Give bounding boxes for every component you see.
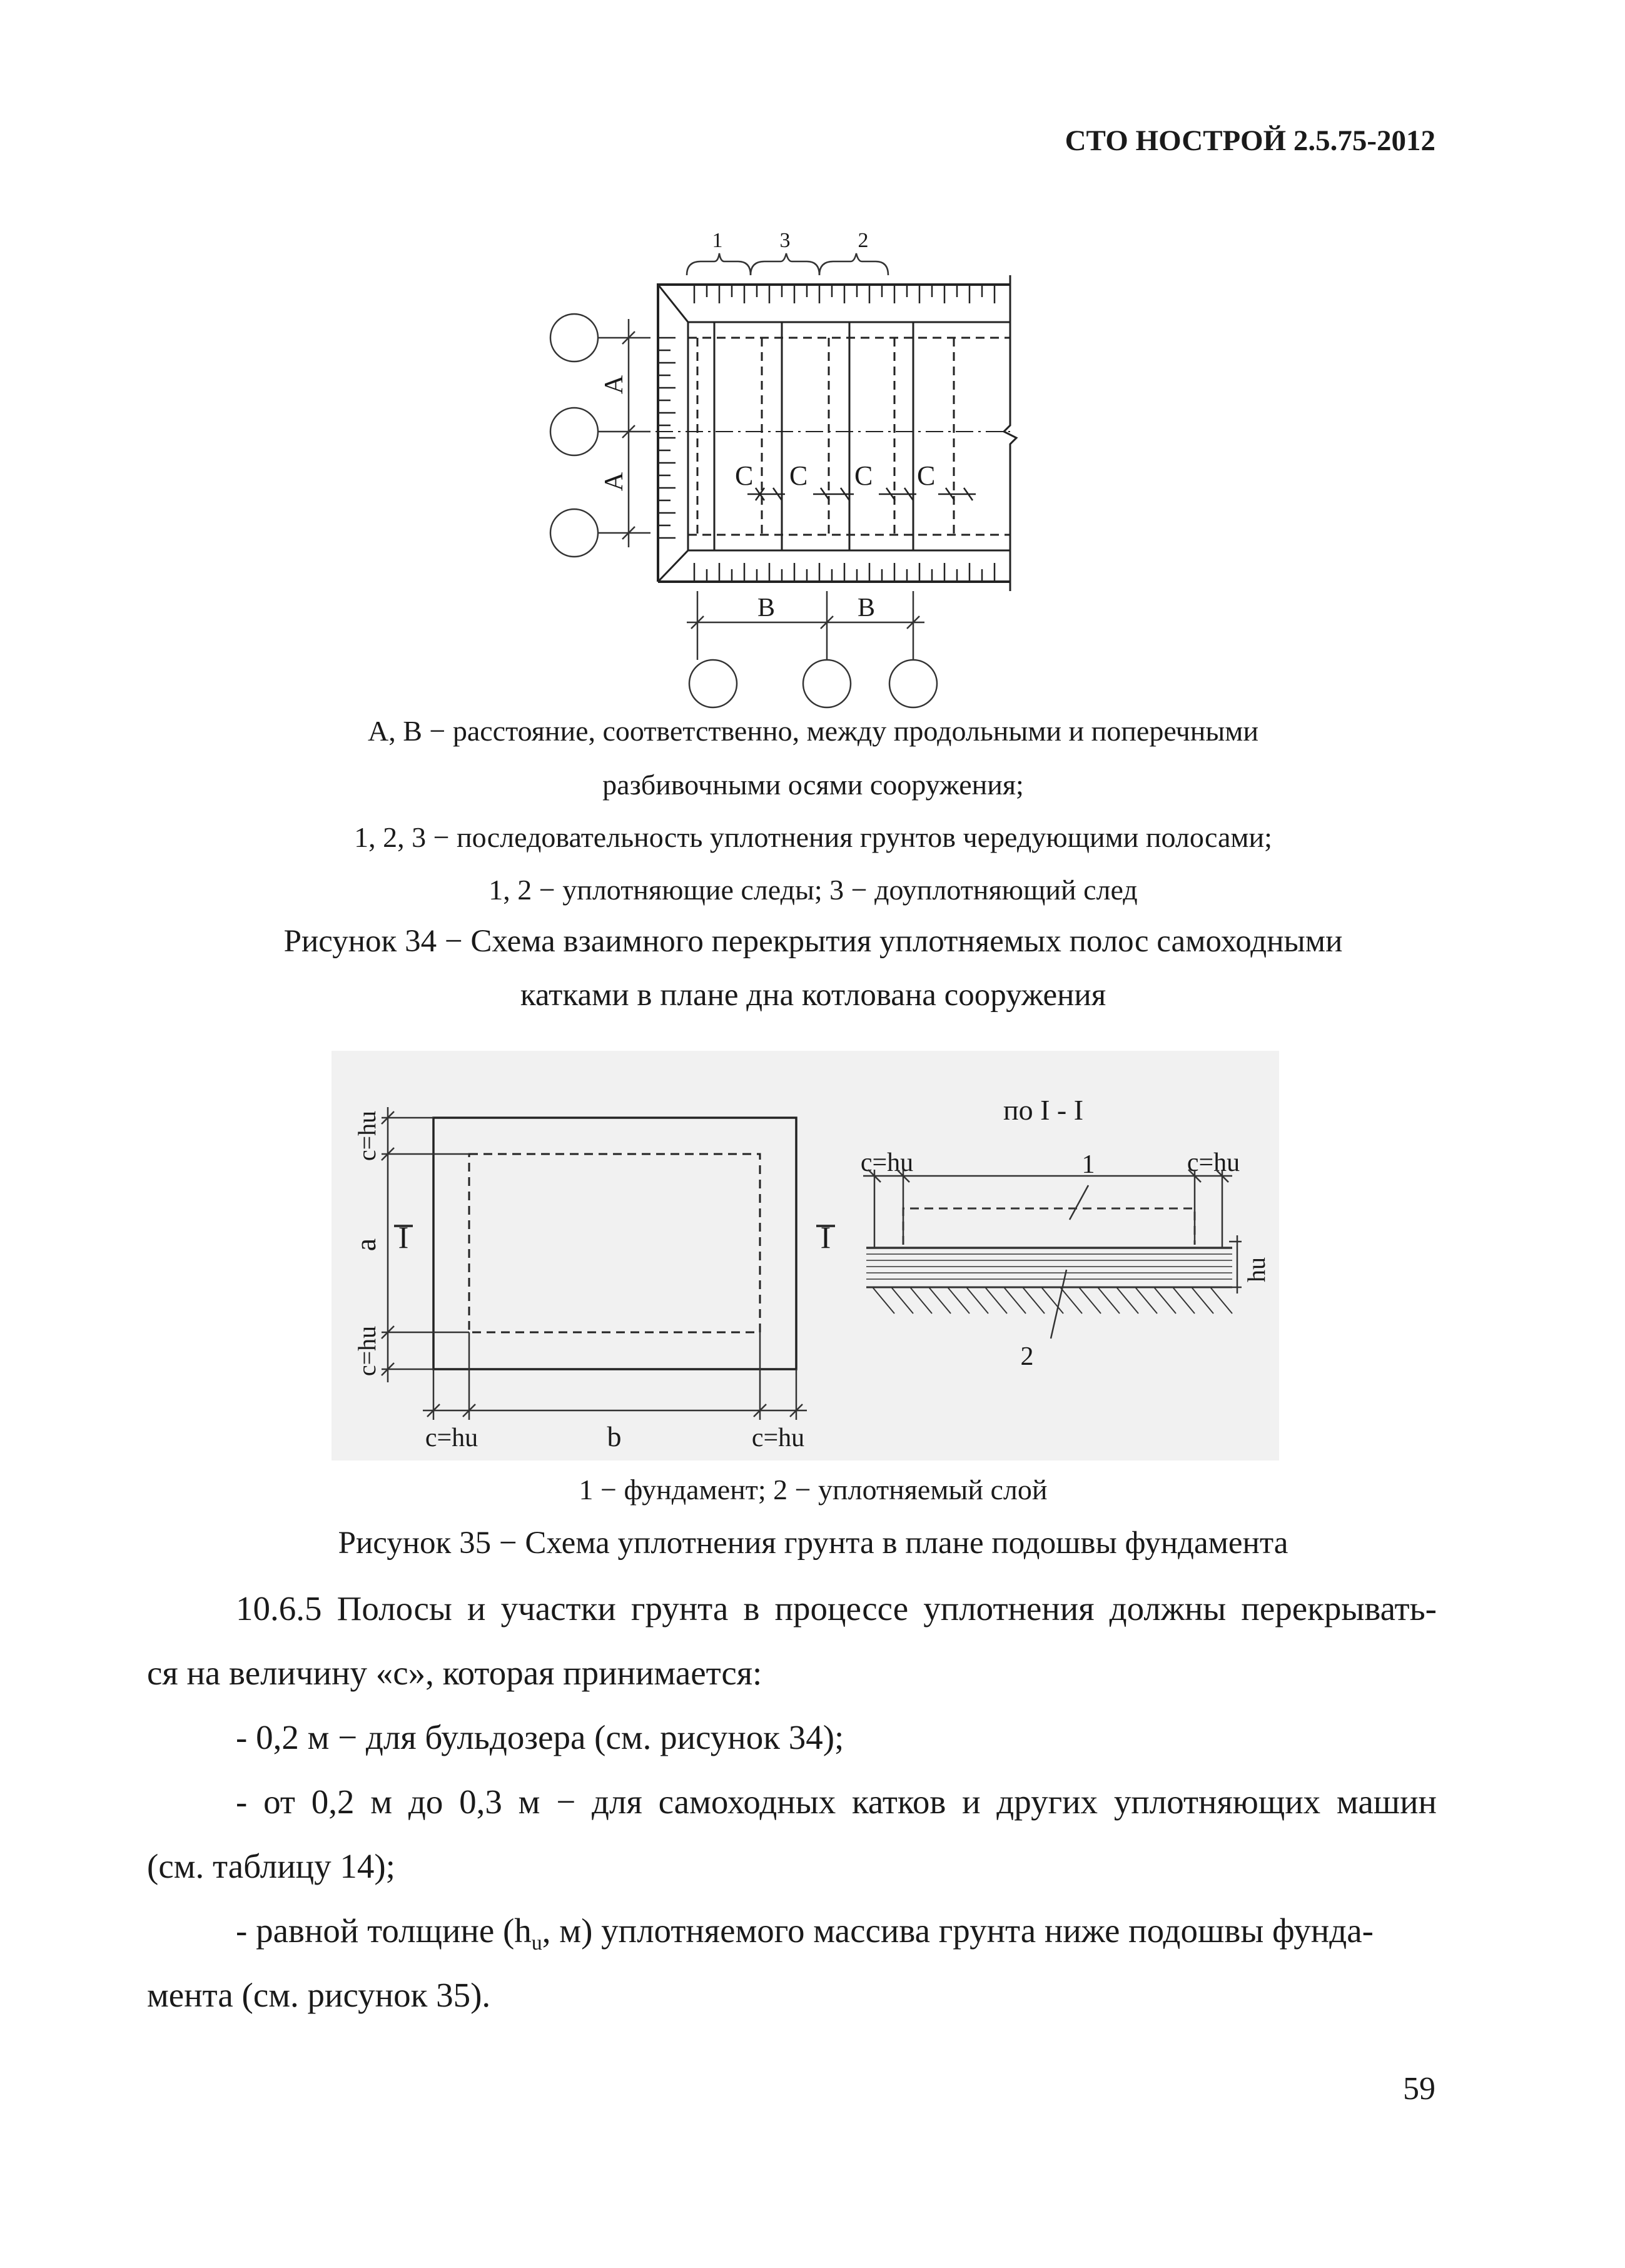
list-item-bulldozer: - 0,2 м − для бульдозера (см. рисунок 34); (236, 1718, 844, 1756)
paragraph-10-6-5-line-1: 10.6.5 Полосы и участки грунта в процессе уплотнения должны перекрывать- (236, 1589, 1437, 1628)
document-code-header: СТО НОСТРОЙ 2.5.75-2012 (1065, 124, 1435, 157)
section-mark-left: I (398, 1220, 409, 1255)
dim-c-hu-left-top: c=hu (353, 1110, 381, 1162)
figure-34-legend-line-4: 1, 2 − уплотняющие следы; 3 − доуплотняющий след (489, 874, 1138, 906)
dim-b-label: b (607, 1420, 622, 1452)
section-hu-label: hu (1242, 1257, 1270, 1282)
brace-strip-2 (819, 253, 888, 275)
figure-35-legend: 1 − фундамент; 2 − уплотняемый слой (579, 1474, 1048, 1506)
figure-34-legend-line-3: 1, 2, 3 − последовательность уплотнения грунтов чередующими полосами; (354, 821, 1272, 853)
overlap-label-c-2: С (789, 460, 808, 491)
thickness-text-post: , м) уплотняемого массива грунта ниже подошвы фунда- (542, 1911, 1374, 1950)
thickness-subscript: u (531, 1931, 542, 1955)
figure-35-diagram (332, 1051, 1279, 1461)
figure-34-legend-line-2: разбивочными осями сооружения; (602, 769, 1024, 801)
section-drawing (863, 1170, 1242, 1339)
overlap-label-c-3: С (854, 460, 873, 491)
section-mark-right: I (820, 1220, 831, 1255)
axis-label-a-1: А (600, 375, 629, 395)
dim-c-hu-left-bottom: c=hu (353, 1325, 381, 1377)
figure-34-caption-line-2: катками в плане дна котлована сооружения (520, 978, 1106, 1013)
strip-number-3: 3 (779, 229, 791, 252)
foundation-plan (433, 1118, 796, 1369)
dim-a-label: a (350, 1238, 382, 1252)
figure-34-caption-line-1: Рисунок 34 − Схема взаимного перекрытия уплотняемых полос самоходными (283, 924, 1343, 959)
section-item-2: 2 (1020, 1342, 1034, 1371)
dim-c-hu-bottom-right: c=hu (751, 1424, 805, 1452)
list-item-rollers-line-1: - от 0,2 м до 0,3 м − для самоходных катков и других уплотняющих машин (236, 1783, 1437, 1821)
axis-label-a-2: А (600, 472, 629, 492)
strip-number-2: 2 (858, 229, 869, 252)
brace-strip-3 (751, 253, 819, 275)
page-number: 59 (1403, 2071, 1435, 2107)
axis-label-b-2: В (857, 594, 876, 622)
strip-number-1: 1 (712, 229, 723, 252)
figure-34-legend-line-1: А, В − расстояние, соответственно, между продольными и поперечными (367, 715, 1258, 747)
thickness-text-pre: - равной толщине (h (236, 1911, 532, 1950)
longitudinal-axes (550, 314, 651, 557)
section-title: по I - I (1003, 1094, 1084, 1126)
figure-34-diagram (538, 213, 1051, 713)
transverse-axes (687, 591, 937, 707)
dim-c-hu-bottom-left: c=hu (425, 1424, 478, 1452)
list-item-rollers-line-2: (см. таблицу 14); (147, 1847, 395, 1885)
axis-label-b-1: В (757, 594, 776, 622)
section-c-hu-left: c=hu (860, 1148, 914, 1177)
list-item-thickness-line-2: мента (см. рисунок 35). (147, 1976, 491, 2014)
paragraph-10-6-5-line-2: ся на величину «с», которая принимается: (147, 1654, 762, 1692)
figure-35-caption: Рисунок 35 − Схема уплотнения грунта в плане подошвы фундамента (338, 1526, 1288, 1561)
brace-strip-1 (687, 253, 751, 275)
overlap-label-c-1: С (735, 460, 754, 491)
excavation-plan (625, 275, 1016, 591)
overlap-label-c-4: С (917, 460, 936, 491)
section-c-hu-right: c=hu (1187, 1148, 1240, 1177)
section-item-1: 1 (1081, 1150, 1095, 1179)
